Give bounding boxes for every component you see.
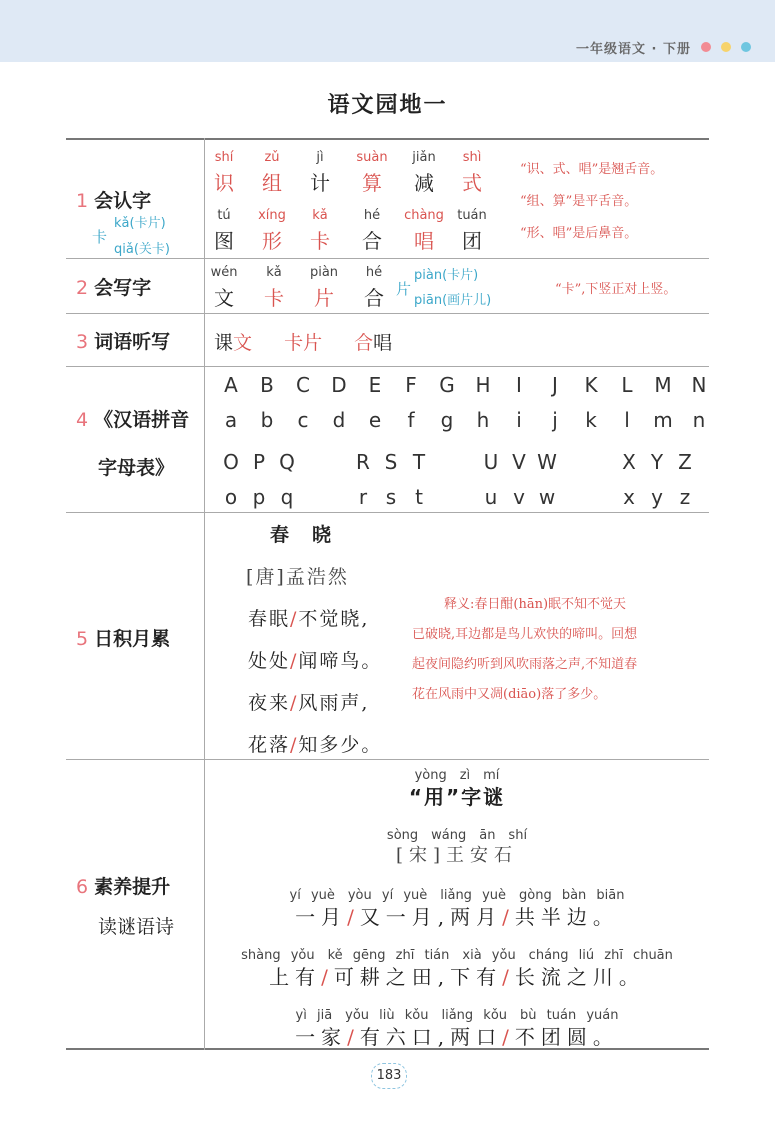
s1-char: shì 式 bbox=[462, 150, 482, 195]
s1-char: suàn 算 bbox=[356, 150, 388, 195]
s1-char: jì 计 bbox=[310, 150, 330, 195]
book-label: 一年级语文 · 下册 bbox=[576, 42, 691, 57]
riddle-line-3-pinyin: yì jiā yǒu liù kǒu liǎng kǒu bù tuán yuán bbox=[295, 1008, 619, 1023]
s1-char: kǎ 卡 bbox=[310, 208, 330, 253]
s1-char: chàng 唱 bbox=[404, 208, 444, 253]
s1-char: tuán 团 bbox=[457, 208, 487, 253]
poly-char-ka: 卡 bbox=[92, 228, 108, 246]
riddle-line-3: 一家/有六口,两口/不团圆。 bbox=[295, 1025, 619, 1049]
poem-author: [唐]孟浩然 bbox=[246, 566, 349, 588]
riddle-title: “用”字谜 bbox=[408, 785, 506, 809]
poly-ka-reading: kǎ(卡片) bbox=[114, 216, 166, 231]
riddle-title-pinyin: yòng zì mí bbox=[414, 768, 500, 783]
s2-char: kǎ 卡 bbox=[264, 265, 284, 310]
dot-pink bbox=[701, 42, 711, 52]
s1-note-2: “组、算”是平舌音。 bbox=[520, 194, 638, 209]
riddle-author-pinyin: sòng wáng ān shí bbox=[386, 828, 528, 843]
s2-char: hé 合 bbox=[364, 265, 384, 310]
poem-title: 春 晓 bbox=[270, 524, 334, 546]
poem-line-1: 春眠/不觉晓, bbox=[248, 608, 370, 630]
section-6-sublabel: 读谜语诗 bbox=[98, 916, 175, 938]
section-3-label: 3 词语听写 bbox=[76, 331, 171, 353]
rule-4 bbox=[66, 512, 709, 513]
rule-2 bbox=[66, 313, 709, 314]
riddle-line-2-pinyin: shàng yǒu kě gēng zhī tián xià yǒu cháng liú zhī chuān bbox=[241, 948, 673, 963]
dictation-words: 课文 卡片 合唱 bbox=[214, 332, 393, 354]
riddle-line-2: 上有/可耕之田,下有/长流之川。 bbox=[269, 965, 645, 989]
page-title: 语文园地一 bbox=[327, 93, 448, 118]
rule-3 bbox=[66, 366, 709, 367]
poem-line-4: 花落/知多少。 bbox=[248, 734, 383, 756]
s1-note-1: “识、式、唱”是翘舌音。 bbox=[520, 162, 664, 177]
section-4-label-line2: 字母表》 bbox=[98, 457, 175, 479]
section-4-label: 4 《汉语拼音 bbox=[76, 409, 190, 431]
s2-char: wén 文 bbox=[210, 265, 238, 310]
poem-explanation: 释义:春日酣(hān)眠不知不觉天 已破晓,耳边都是鸟儿欢快的啼叫。回想 起夜间隐约听到风吹雨落之声,不知道春 花在风雨中又凋(diāo)落了多少。 bbox=[412, 597, 638, 702]
s1-note-3: “形、唱”是后鼻音。 bbox=[520, 226, 638, 241]
dot-yellow bbox=[721, 42, 731, 52]
rule-1 bbox=[66, 258, 709, 259]
riddle-line-1: 一月/又一月,两月/共半边。 bbox=[295, 905, 619, 929]
section-6-label: 6 素养提升 bbox=[76, 876, 171, 898]
table-top-rule bbox=[66, 138, 709, 140]
dot-blue bbox=[741, 42, 751, 52]
s1-char: jiǎn 减 bbox=[412, 150, 436, 195]
section-1-label: 1 会认字 bbox=[76, 190, 152, 212]
poem-line-3: 夜来/风雨声, bbox=[248, 692, 370, 714]
s1-char: shí 识 bbox=[214, 150, 234, 195]
page-number: 183 bbox=[371, 1063, 407, 1089]
poem-line-2: 处处/闻啼鸟。 bbox=[248, 650, 383, 672]
poly-qia-reading: qiǎ(关卡) bbox=[114, 242, 170, 257]
poly-char-pian: 片 bbox=[396, 280, 412, 298]
s1-char: xíng 形 bbox=[258, 208, 286, 253]
section-5-label: 5 日积月累 bbox=[76, 628, 171, 650]
poly-pian-reading-1: piàn(卡片) bbox=[414, 268, 479, 283]
s1-char: zǔ 组 bbox=[262, 150, 282, 195]
s1-char: hé 合 bbox=[362, 208, 382, 253]
s2-note: “卡”,下竖正对上竖。 bbox=[555, 282, 677, 297]
s1-char: tú 图 bbox=[214, 208, 234, 253]
riddle-author: [宋]王安石 bbox=[395, 845, 519, 866]
rule-5 bbox=[66, 759, 709, 760]
poly-pian-reading-2: piān(画片儿) bbox=[414, 293, 492, 308]
riddle-line-1-pinyin: yí yuè yòu yí yuè liǎng yuè gòng bàn biān bbox=[289, 888, 625, 903]
s2-char: piàn 片 bbox=[309, 265, 339, 310]
section-2-label: 2 会写字 bbox=[76, 277, 152, 299]
